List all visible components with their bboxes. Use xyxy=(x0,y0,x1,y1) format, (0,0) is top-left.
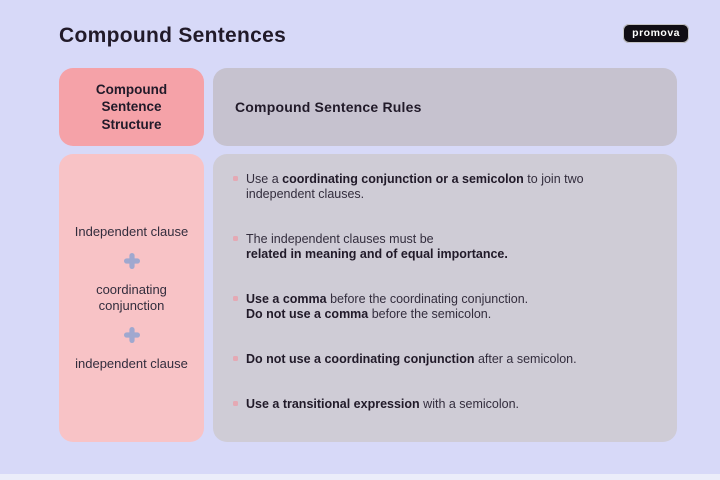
rule-item xyxy=(233,172,661,202)
content-grid xyxy=(59,68,677,442)
bullet-square-icon xyxy=(233,176,238,181)
rule-item xyxy=(233,397,661,412)
structure-header: Compound Sentence Structure xyxy=(59,68,204,146)
rules-column xyxy=(213,68,677,442)
bullet-square-icon xyxy=(233,236,238,241)
page-title: Compound Sentences xyxy=(59,24,287,47)
rule-text: Do not use a coordinating conjunction after a semicolon. xyxy=(246,352,577,366)
rule-text: Use a comma before the coordinating conjunction. Do not use a comma before the semicolon. xyxy=(246,292,529,321)
rule-text: Use a coordinating conjunction or a semicolon to join two independent clauses. xyxy=(246,172,584,201)
brand-logo[interactable]: promova xyxy=(623,24,689,43)
structure-item: Independent clause xyxy=(74,224,189,240)
rules-list xyxy=(213,154,677,412)
bullet-square-icon xyxy=(233,356,238,361)
rule-item xyxy=(233,292,661,322)
bullet-square-icon xyxy=(233,296,238,301)
rule-item xyxy=(233,352,661,367)
rules-body xyxy=(213,154,677,442)
rule-item xyxy=(233,232,661,262)
plus-icon xyxy=(123,252,141,270)
plus-icon xyxy=(123,326,141,344)
rule-text: The independent clauses must be related in meaning and of equal importance. xyxy=(246,232,508,261)
bullet-square-icon xyxy=(233,401,238,406)
structure-body xyxy=(59,154,204,442)
structure-column xyxy=(59,68,204,442)
bottom-strip xyxy=(0,474,720,480)
rules-header: Compound Sentence Rules xyxy=(213,68,677,146)
rule-text: Use a transitional expression with a semicolon. xyxy=(246,397,520,411)
structure-item: independent clause xyxy=(75,355,188,371)
structure-item: coordinating conjunction xyxy=(96,282,167,313)
